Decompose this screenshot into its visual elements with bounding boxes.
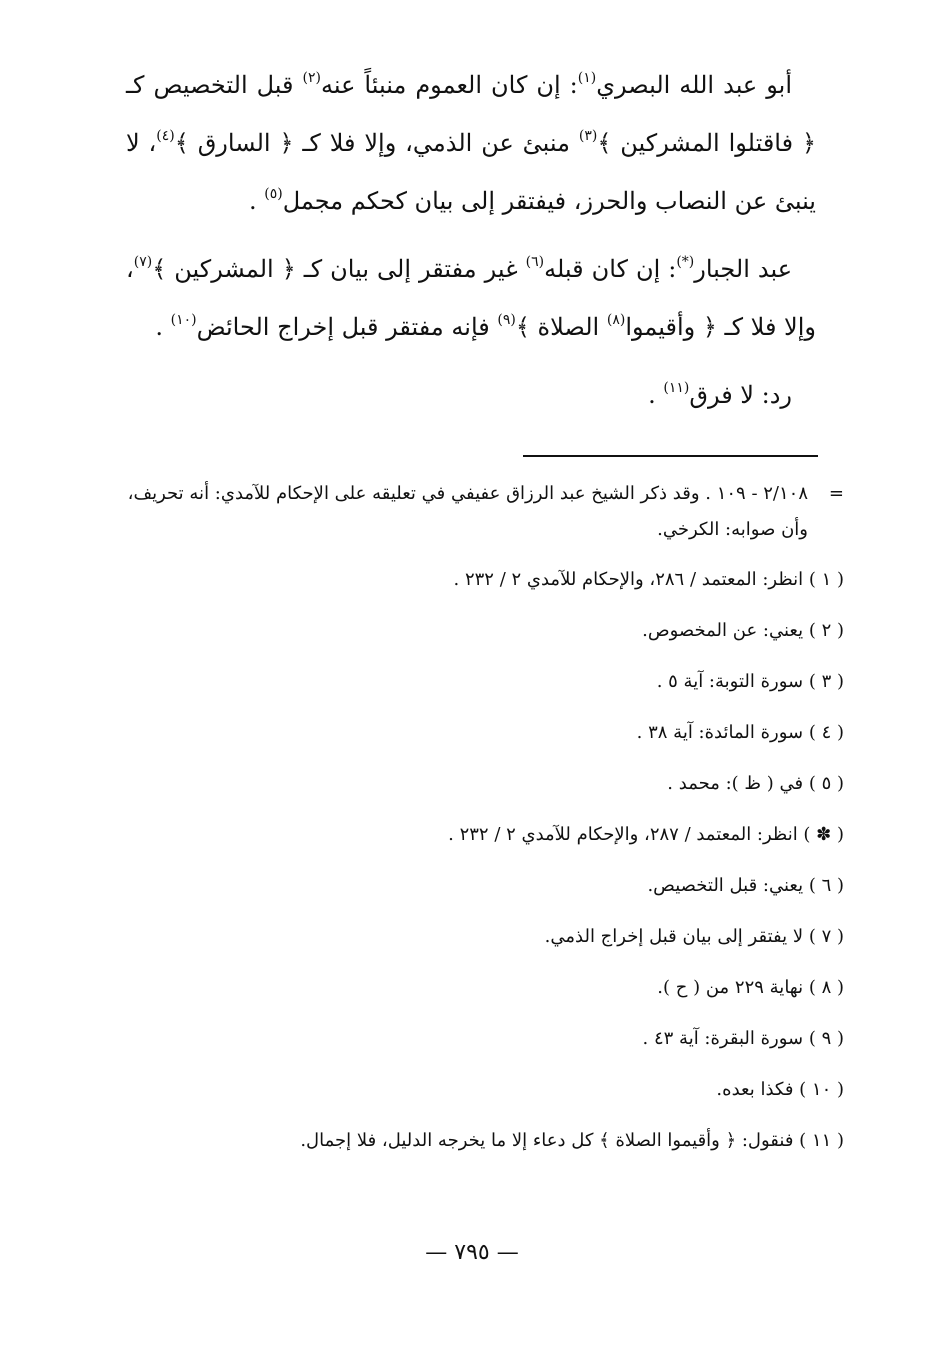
- text-run: : إن كان العموم منبئاً عنه: [321, 71, 578, 99]
- footnote-ref[interactable]: (١): [577, 70, 597, 86]
- text-run: فإنه مفتقر قبل إخراج الحائض: [196, 313, 498, 341]
- footnote-ref[interactable]: (١١): [663, 380, 690, 396]
- text-run: ، وإلا فلا كـ ﴿ وأقيموا: [126, 255, 816, 341]
- text-run: قبل التخصيص كـ ﴿ فاقتلوا المشركين ﴾: [126, 71, 817, 157]
- footnote-ref[interactable]: (٧): [133, 254, 153, 270]
- footnote-ref[interactable]: (٨): [606, 312, 626, 328]
- text-run: الصلاة ﴾: [515, 313, 607, 341]
- footnote-item: ( ٦ ) يعني: قبل التخصيص.: [647, 875, 844, 896]
- footnote-item: ( ٧ ) لا يفتقر إلى بيان قبل إخراج الذمي.: [544, 926, 844, 947]
- footnote-ref[interactable]: (٣): [578, 128, 598, 144]
- text-run: أبو عبد الله البصري: [596, 71, 792, 99]
- footnote-item: ( ٣ ) سورة التوبة: آية ٥ .: [656, 671, 844, 692]
- text-run: .: [648, 381, 664, 409]
- continuation-text: ٢/١٠٨ - ١٠٩ . وقد ذكر الشيخ عبد الرزاق عفيفي في تعليقه على الإحكام للآمدي: أنه تحريف، وأن صوابه: الكرخي.: [127, 483, 808, 540]
- paragraph-basri: [126, 56, 816, 230]
- text-run: رد: لا فرق: [689, 381, 792, 409]
- footnote-item: ( ٤ ) سورة المائدة: آية ٣٨ .: [636, 722, 844, 743]
- text-run: منبئ عن الذمي، وإلا فلا كـ ﴿ السارق ﴾: [174, 129, 579, 157]
- main-text: [126, 56, 816, 434]
- footnote-ref[interactable]: (٢): [302, 70, 321, 86]
- footnote-divider: [523, 455, 818, 457]
- footnote-item: ( ١ ) انظر: المعتمد / ٢٨٦، والإحكام للآمدي ٢ / ٢٣٢ .: [453, 569, 844, 590]
- footnote-ref[interactable]: (٤): [156, 128, 175, 144]
- text-run: .: [155, 313, 171, 341]
- footnote-ref[interactable]: (٩): [497, 312, 516, 328]
- footnote-item: ( ١١ ) فنقول: ﴿ وأقيموا الصلاة ﴾ كل دعاء إلا ما يخرجه الدليل، فلا إجمال.: [300, 1130, 844, 1151]
- continuation-marker: =: [828, 483, 844, 504]
- footnotes: [126, 476, 844, 1174]
- footnote-ref[interactable]: (٦): [525, 254, 545, 270]
- footnote-item: ( ١٠ ) فكذا بعده.: [716, 1079, 844, 1100]
- footnote-item: ( ٨ ) نهاية ٢٢٩ من ( ح ).: [657, 977, 844, 998]
- footnote-item: ( ٩ ) سورة البقرة: آية ٤٣ .: [642, 1028, 844, 1049]
- footnote-ref[interactable]: (*): [676, 254, 695, 270]
- text-run: عبد الجبار: [694, 255, 793, 283]
- paragraph-reply: [126, 366, 816, 424]
- footnote-continuation: [126, 476, 844, 548]
- page-number: — ٧٩٥ —: [425, 1240, 519, 1265]
- footnote-item: ( ✽ ) انظر: المعتمد / ٢٨٧، والإحكام للآمدي ٢ / ٢٣٢ .: [448, 824, 844, 845]
- footnote-item: ( ٥ ) في ( ظ ): محمد .: [667, 773, 844, 794]
- text-run: ، لا ينبئ عن النصاب والحرز، فيفتقر إلى بيان كحكم مجمل: [126, 129, 816, 215]
- paragraph-abd-al-jabbar: [126, 240, 816, 356]
- text-run: : إن كان قبله: [544, 255, 677, 283]
- text-run: غير مفتقر إلى بيان كـ ﴿ المشركين ﴾: [152, 255, 526, 283]
- footnote-ref[interactable]: (٥): [264, 186, 283, 202]
- footnote-item: ( ٢ ) يعني: عن المخصوص.: [642, 620, 844, 641]
- text-run: .: [249, 187, 265, 215]
- footnote-ref[interactable]: (١٠): [170, 312, 197, 328]
